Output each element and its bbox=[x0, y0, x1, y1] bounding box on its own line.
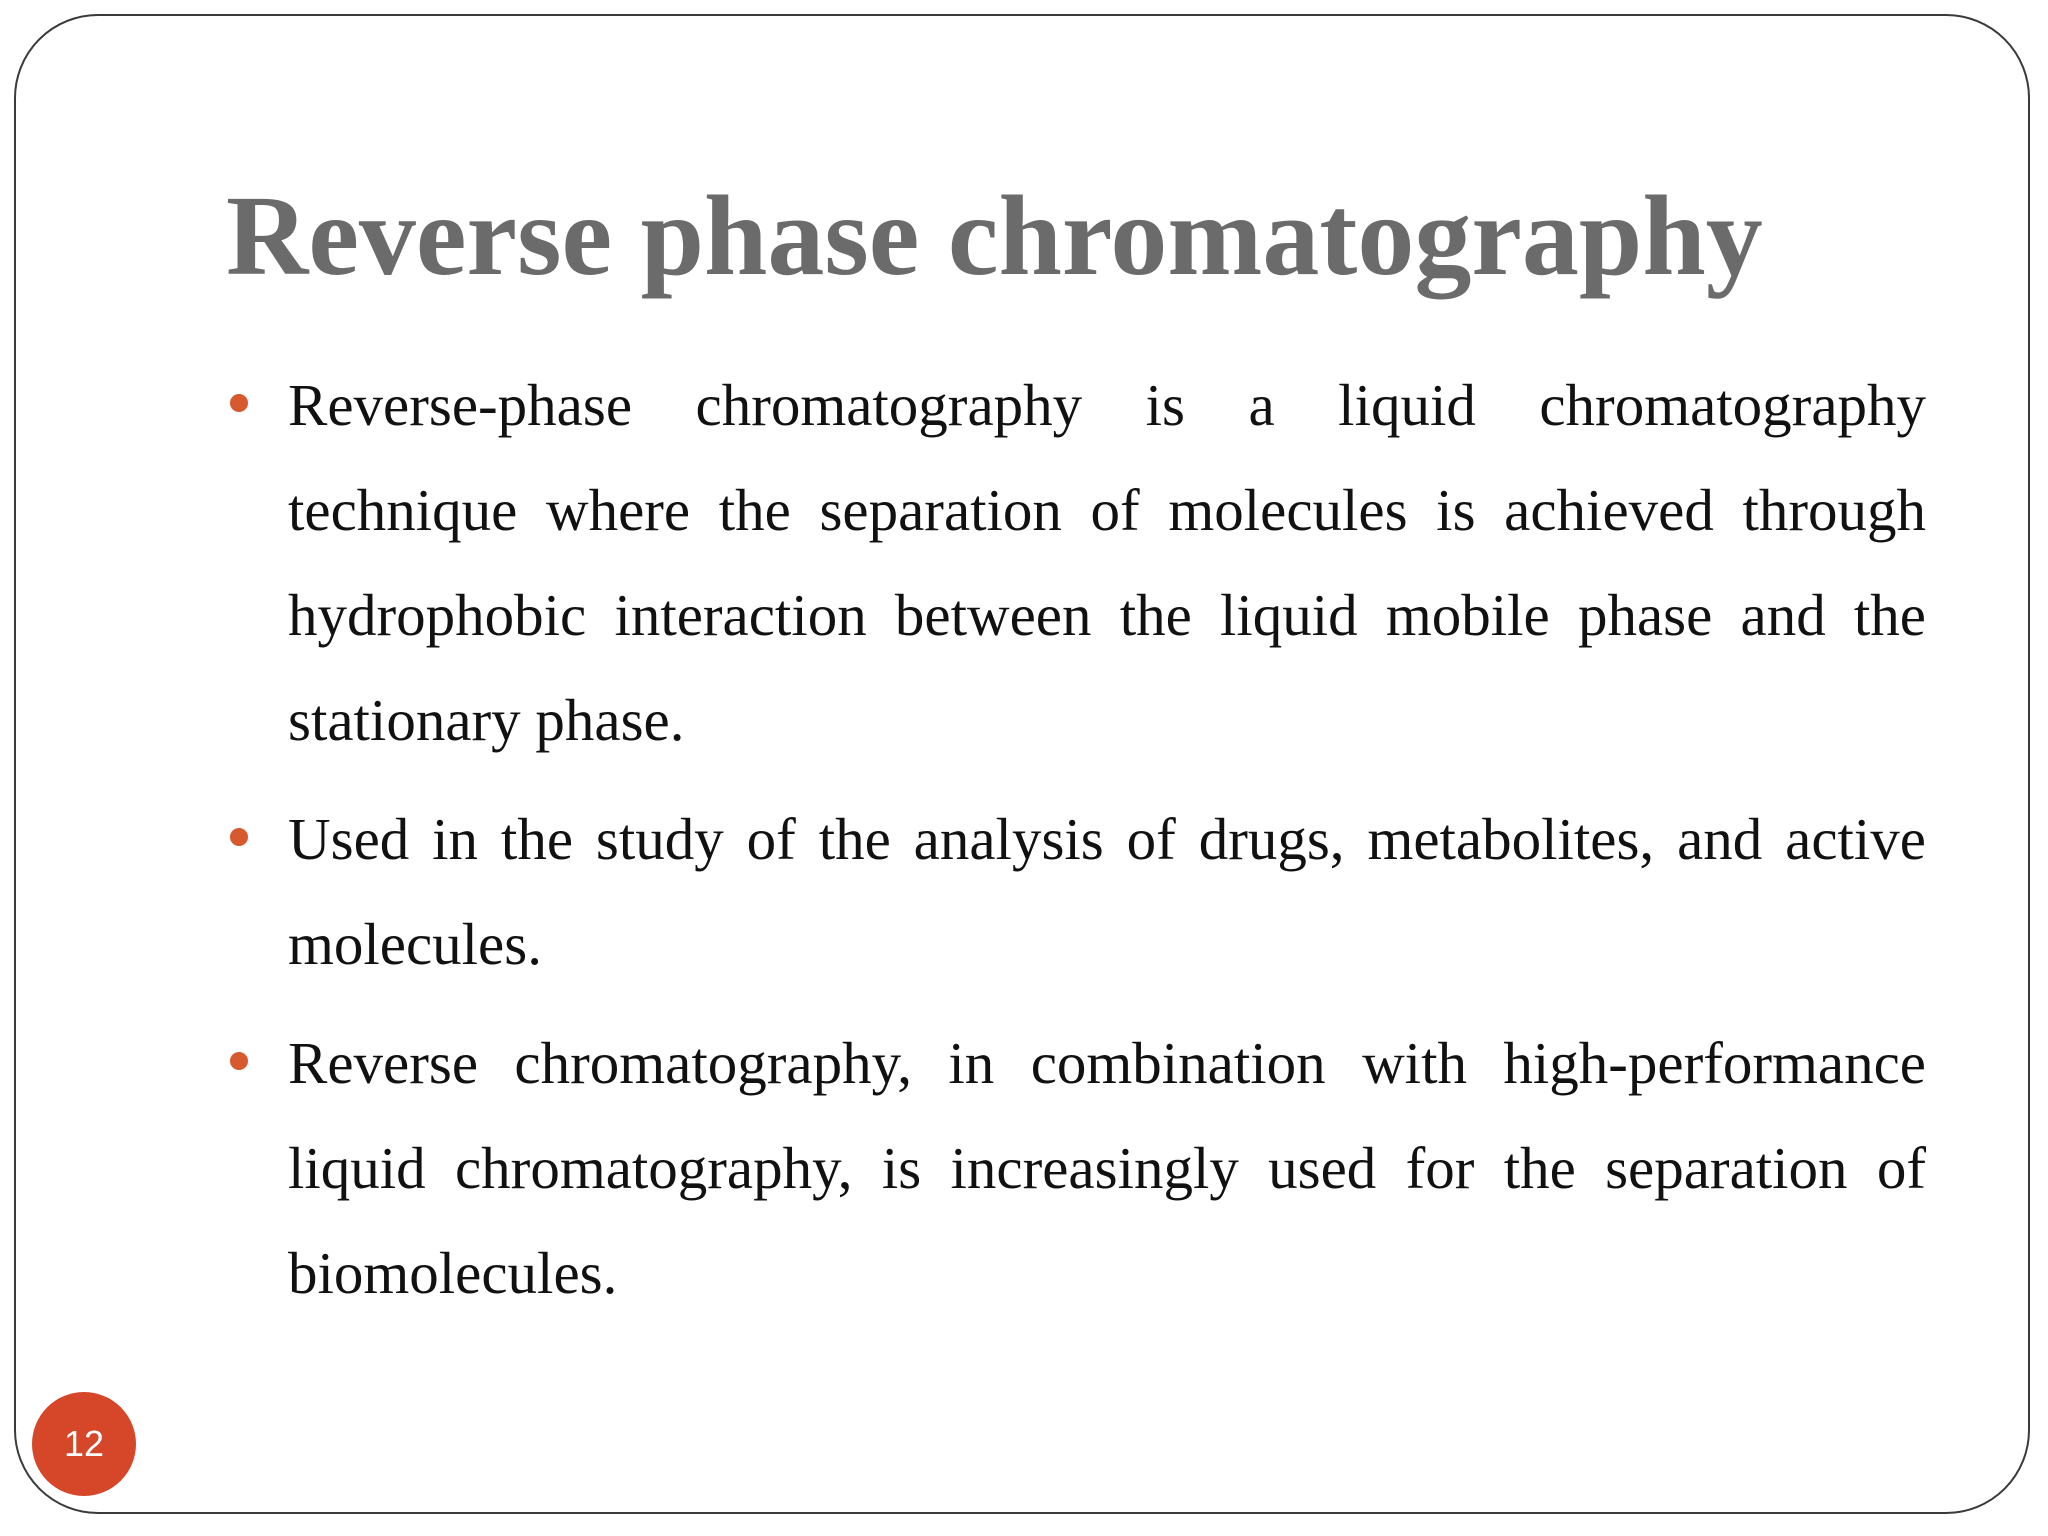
bullet-item bbox=[226, 787, 1926, 997]
bullet-text: Reverse-phase chromatography is a liquid chromatography technique where the separation of molecules is achieved through hydrophobic interaction between the liquid mobile phase and the stationary phase. bbox=[288, 372, 1926, 753]
bullet-list bbox=[226, 353, 1926, 1340]
bullet-item bbox=[226, 353, 1926, 773]
page-number-badge: 12 bbox=[32, 1392, 136, 1496]
bullet-text: Used in the study of the analysis of drugs, metabolites, and active molecules. bbox=[288, 806, 1926, 977]
bullet-marker-icon bbox=[230, 1052, 248, 1070]
bullet-text: Reverse chromatography, in combination with high-performance liquid chromatography, is increasingly used for the separation of biomolecules. bbox=[288, 1030, 1926, 1306]
bullet-item bbox=[226, 1011, 1926, 1326]
bullet-marker-icon bbox=[230, 828, 248, 846]
bullet-marker-icon bbox=[230, 394, 248, 412]
slide-title: Reverse phase chromatography bbox=[226, 172, 1763, 299]
